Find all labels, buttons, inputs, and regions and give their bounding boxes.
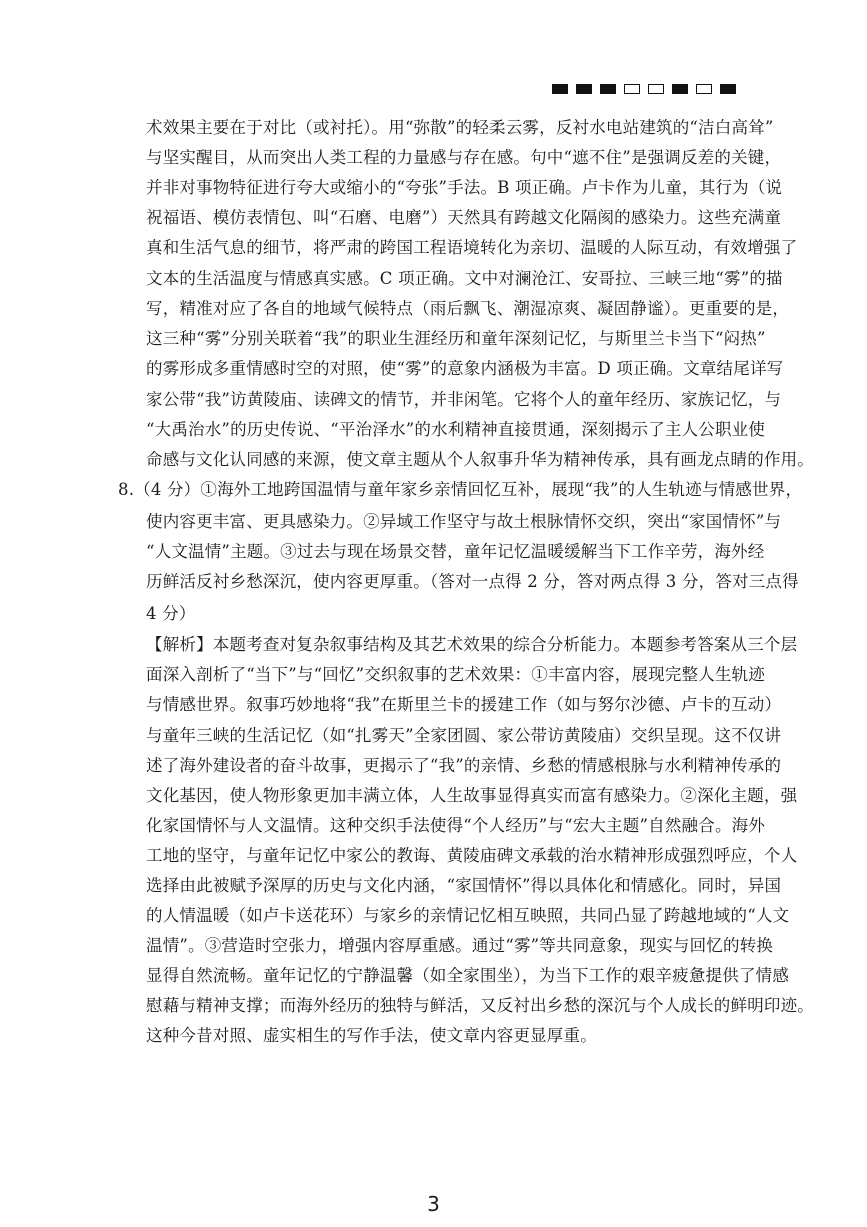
text-line: 述了海外建设者的奋斗故事，更揭示了“我”的亲情、乡愁的情感根脉与水利精神传承的 <box>146 756 782 775</box>
header-mark-6 <box>672 84 688 94</box>
text-line: 与坚实醒目，从而突出人类工程的力量感与存在感。句中“遮不住”是强调反差的关键， <box>146 148 782 167</box>
header-progress-marks <box>552 84 736 96</box>
text-line: 与童年三峡的生活记忆（如“扎雾天”全家团圆、家公带访黄陵庙）交织呈现。这不仅讲 <box>146 726 782 745</box>
text-line: 文本的生活温度与情感真实感。C 项正确。文中对澜沧江、安哥拉、三峡三地“雾”的描 <box>146 269 783 288</box>
text-line: 这三种“雾”分别关联着“我”的职业生涯经历和童年深刻记忆，与斯里兰卡当下“闷热” <box>146 329 766 348</box>
text-line: 4 分） <box>146 604 196 623</box>
text-line: 工地的坚守，与童年记忆中家公的教诲、黄陵庙碑文承载的治水精神形成强烈呼应，个人 <box>146 846 798 865</box>
text-line: “大禹治水”的历史传说、“平治泽水”的水利精神直接贯通，深刻揭示了主人公职业使 <box>146 420 766 439</box>
text-line: 与情感世界。叙事巧妙地将“我”在斯里兰卡的援建工作（如与努尔沙德、卢卡的互动） <box>146 695 782 714</box>
page-number: 3 <box>427 1192 440 1216</box>
text-line: 的雾形成多重情感时空的对照，使“雾”的意象内涵极为丰富。D 项正确。文章结尾详写 <box>146 359 784 378</box>
text-line: 温情”。③营造时空张力，增强内容厚重感。通过“雾”等共同意象，现实与回忆的转换 <box>146 936 774 955</box>
text-line: 显得自然流畅。童年记忆的宁静温馨（如全家围坐），为当下工作的艰辛疲惫提供了情感 <box>146 966 790 985</box>
text-line: 写，精准对应了各自的地域气候特点（雨后飘飞、潮湿凉爽、凝固静谧）。更重要的是， <box>146 299 790 318</box>
text-line: 面深入剖析了“当下”与“回忆”交织叙事的艺术效果：①丰富内容，展现完整人生轨迹 <box>146 665 766 684</box>
text-line: 8.（4 分）①海外工地跨国温情与童年家乡亲情回忆互补，展现“我”的人生轨迹与情感世界， <box>118 480 803 499</box>
header-mark-8 <box>720 84 736 94</box>
text-line: “人文温情”主题。③过去与现在场景交替，童年记忆温暖缓解当下工作辛劳，海外经 <box>146 542 765 561</box>
text-line: 选择由此被赋予深厚的历史与文化内涵，“家国情怀”得以具体化和情感化。同时，异国 <box>146 876 782 895</box>
text-line: 真和生活气息的细节，将严肃的跨国工程语境转化为亲切、温暖的人际互动，有效增强了 <box>146 238 798 257</box>
text-line: 术效果主要在于对比（或衬托）。用“弥散”的轻柔云雾，反衬水电站建筑的“洁白高耸” <box>146 118 774 137</box>
text-line: 【解析】本题考查对复杂叙事结构及其艺术效果的综合分析能力。本题参考答案从三个层 <box>146 635 798 654</box>
text-line: 文化基因，使人物形象更加丰满立体，人生故事显得真实而富有感染力。②深化主题，强 <box>146 786 798 805</box>
text-line: 使内容更丰富、更具感染力。②异域工作坚守与故土根脉情怀交织，突出“家国情怀”与 <box>146 512 782 531</box>
text-line: 并非对事物特征进行夸大或缩小的“夸张”手法。B 项正确。卢卡作为儿童，其行为（说 <box>146 178 783 197</box>
text-line: 祝福语、模仿表情包、叫“石磨、电磨”）天然具有跨越文化隔阂的感染力。这些充满童 <box>146 208 782 227</box>
text-line: 的人情温暖（如卢卡送花环）与家乡的亲情记忆相互映照，共同凸显了跨越地域的“人文 <box>146 906 790 925</box>
text-line: 命感与文化认同感的来源，使文章主题从个人叙事升华为精神传承，具有画龙点睛的作用。 <box>146 450 814 469</box>
header-mark-1 <box>552 84 568 94</box>
text-line: 家公带“我”访黄陵庙、读碑文的情节，并非闲笔。它将个人的童年经历、家族记忆，与 <box>146 390 782 409</box>
text-line: 这种今昔对照、虚实相生的写作手法，使文章内容更显厚重。 <box>146 1026 597 1045</box>
header-mark-7 <box>696 84 712 94</box>
header-mark-4 <box>624 84 640 94</box>
header-mark-5 <box>648 84 664 94</box>
header-mark-3 <box>600 84 616 94</box>
text-line: 历鲜活反衬乡愁深沉，使内容更厚重。（答对一点得 2 分，答对两点得 3 分，答对三点得 <box>146 572 799 591</box>
text-line: 慰藉与精神支撑；而海外经历的独特与鲜活，又反衬出乡愁的深沉与个人成长的鲜明印迹。 <box>146 996 814 1015</box>
text-line: 化家国情怀与人文温情。这种交织手法使得“个人经历”与“宏大主题”自然融合。海外 <box>146 816 766 835</box>
header-mark-2 <box>576 84 592 94</box>
